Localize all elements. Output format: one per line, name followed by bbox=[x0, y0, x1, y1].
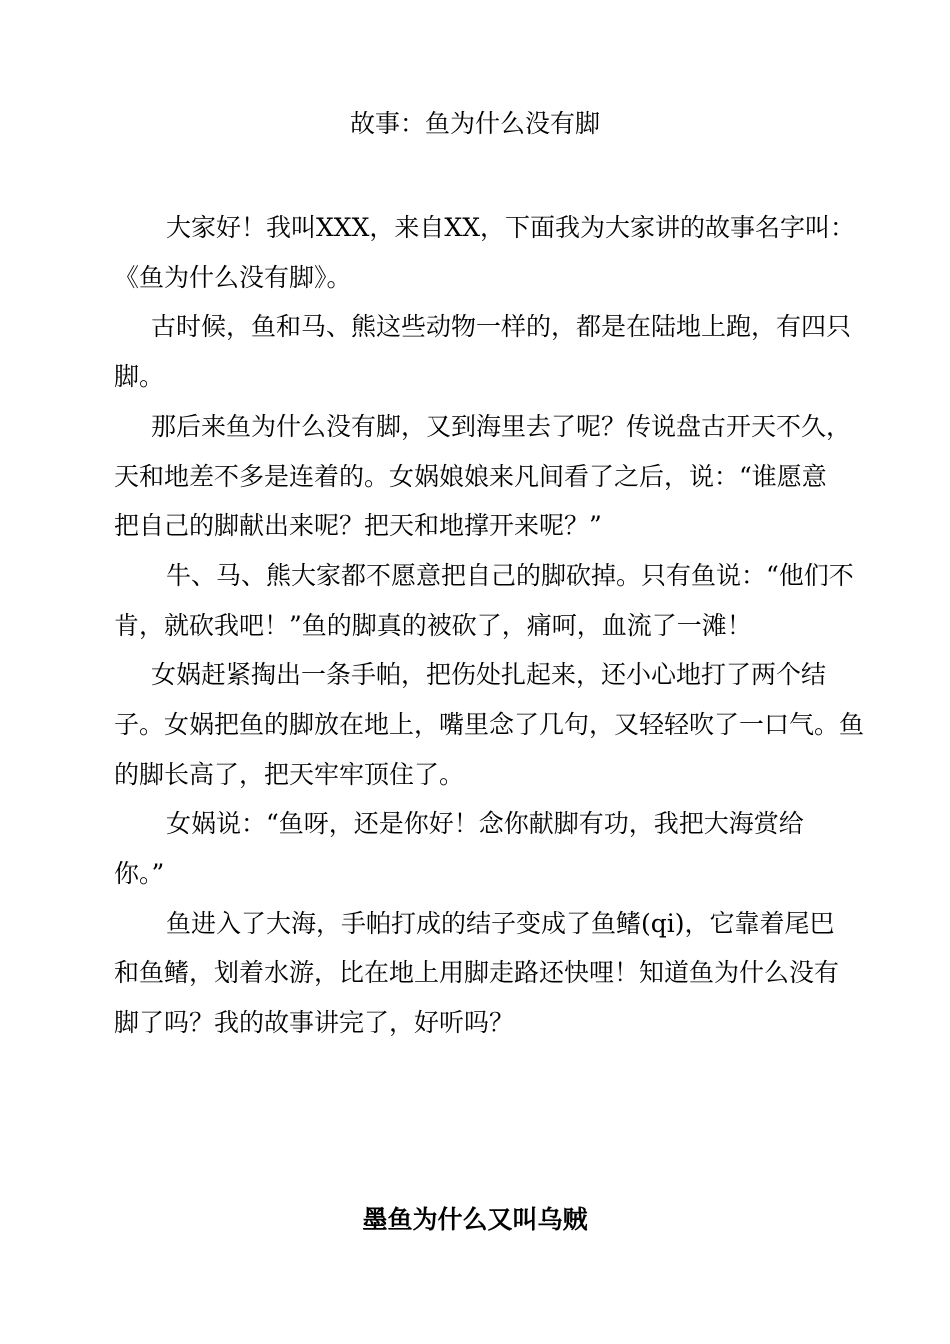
paragraph-line: 女娲赶紧掏出一条手帕，把伤处扎起来，还小心地打了两个结 bbox=[151, 660, 827, 689]
paragraph-line: 的脚长高了，把天牢牢顶住了。 bbox=[114, 760, 465, 789]
paragraph-line: 脚。 bbox=[114, 362, 165, 391]
paragraph-line: 那后来鱼为什么没有脚，又到海里去了呢？传说盘古开天不久， bbox=[151, 412, 852, 441]
paragraph-line: 子。女娲把鱼的脚放在地上，嘴里念了几句，又轻轻吹了一口气。鱼 bbox=[114, 710, 865, 739]
paragraph-line: 鱼进入了大海，手帕打成的结子变成了鱼鳍(qi)，它靠着尾巴 bbox=[166, 909, 835, 938]
paragraph-line: 脚了吗？我的故事讲完了，好听吗？ bbox=[114, 1008, 515, 1037]
paragraph-line: 女娲说：“鱼呀，还是你好！念你献脚有功，我把大海赏给 bbox=[166, 809, 804, 838]
paragraph-line: 你。” bbox=[114, 859, 165, 888]
paragraph-line: 把自己的脚献出来呢？把天和地撑开来呢？” bbox=[114, 511, 602, 540]
paragraph-line: 肯，就砍我吧！”鱼的脚真的被砍了，痛呵，血流了一滩！ bbox=[114, 611, 752, 640]
paragraph-line: 《鱼为什么没有脚》。 bbox=[114, 263, 352, 292]
paragraph-line: 和鱼鳍，划着水游，比在地上用脚走路还快哩！知道鱼为什么没有 bbox=[114, 958, 840, 987]
second-story-title: 墨鱼为什么又叫乌贼 bbox=[362, 1205, 588, 1234]
paragraph-line: 大家好！我叫XXX，来自XX，下面我为大家讲的故事名字叫： bbox=[166, 213, 855, 242]
paragraph-line: 天和地差不多是连着的。女娲娘娘来凡间看了之后，说：“谁愿意 bbox=[114, 462, 827, 491]
story-title: 故事：鱼为什么没有脚 bbox=[349, 109, 600, 138]
paragraph-line: 古时候，鱼和马、熊这些动物一样的，都是在陆地上跑，有四只 bbox=[151, 312, 852, 341]
paragraph-line: 牛、马、熊大家都不愿意把自己的脚砍掉。只有鱼说：“他们不 bbox=[166, 561, 854, 590]
